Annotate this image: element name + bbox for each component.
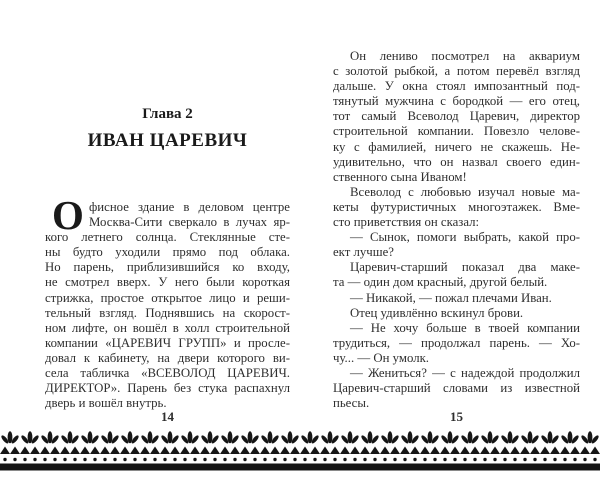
text-line: села табличка «ВСЕВОЛОД ЦАРЕВИЧ. [45, 366, 290, 381]
text-line: тельный взгляд. Поднявшись на скорост- [45, 305, 290, 320]
chapter-title: ИВАН ЦАРЕВИЧ [87, 130, 248, 151]
text-line: Отец удивлённо вскинул брови. [350, 305, 524, 320]
text-line: чу... — Он умолк. [333, 350, 429, 365]
text-line: строительной компании. Повезло челове- [333, 124, 580, 139]
drop-cap: О [52, 192, 84, 238]
paragraph [333, 49, 580, 185]
paragraph [333, 185, 580, 230]
text-line: ДИРЕКТОР». Парень без стука распахнул [45, 381, 290, 396]
text-line: — Жениться? — с надеждой продолжил [350, 365, 580, 380]
page-number-right: 15 [450, 409, 463, 424]
paragraph [333, 321, 580, 366]
left-page-body-text [45, 192, 290, 411]
page-number-left: 14 [161, 409, 174, 424]
right-page-body-text [333, 49, 580, 411]
text-line: компании «ЦАРЕВИЧ ГРУПП» и просле- [45, 335, 290, 350]
text-line: кеты футуристичных многоэтажек. Вме- [333, 199, 580, 214]
text-line: стрижка, простое открытое лицо и реши- [45, 290, 290, 305]
text-line: дверь и вошёл внутрь. [45, 396, 167, 411]
text-line: — Сынок, помоги выбрать, какой про- [350, 230, 580, 245]
text-line: довал к кабинету, на двери которого ви- [45, 350, 290, 365]
text-line: не смотрел вверх. У него были короткая [45, 275, 290, 290]
paragraph [333, 366, 580, 411]
text-line: ны будто уходили прямо под облака. [45, 245, 290, 260]
text-line: — Не хочу больше в твоей компании [350, 320, 580, 335]
text-line: сто приветствия он сказал: [333, 215, 480, 230]
text-line: дальше. У окна стоял импозантный под- [333, 79, 580, 94]
text-line: Царевич-старший показал два маке- [350, 260, 580, 275]
text-line: ект лучше? [333, 245, 394, 260]
text-line: ственного сына Иваном! [333, 169, 467, 184]
text-line: пьесы. [333, 396, 370, 411]
bottom-border-ornament-icon [0, 430, 600, 471]
page-left [45, 0, 290, 484]
text-line: тянутый мужчина с бородкой — его отец, [333, 94, 580, 109]
text-line: Всеволод с любовью изучал новые ма- [350, 184, 580, 199]
text-line: ку с фамилией, ничего не скажешь. Не- [333, 139, 580, 154]
text-line: — Никакой, — пожал плечами Иван. [350, 290, 552, 305]
text-line: та — один дом красный, другой белый. [333, 275, 548, 290]
text-line: Москва-Сити сверкало в лучах яр- [89, 215, 290, 230]
paragraph [45, 192, 290, 411]
page-right [333, 0, 580, 484]
text-line: удивительно, что он назвал своего един- [333, 154, 580, 169]
text-line: Но парень, приблизившийся ко входу, [45, 260, 290, 275]
text-line: трудиться, — продолжал парень. — Хо- [333, 335, 580, 350]
text-line: с золотой рыбкой, а потом перевёл взгляд [333, 64, 580, 79]
text-line: Он лениво посмотрел на аквариум [350, 49, 580, 63]
text-line: тот самый Всеволод Царевич, директор [333, 109, 580, 124]
paragraph [333, 306, 580, 321]
paragraph [333, 291, 580, 306]
paragraph [333, 230, 580, 260]
chapter-label: Глава 2 [142, 106, 193, 122]
paragraph [333, 260, 580, 290]
text-line: кого летнего солнца. Стеклянные сте- [45, 230, 290, 245]
text-line: фисное здание в деловом центре [89, 200, 290, 214]
text-line: Царевич-старший словами из известной [333, 381, 580, 396]
text-line: ном лифте, он вошёл в холл строительной [45, 320, 290, 335]
